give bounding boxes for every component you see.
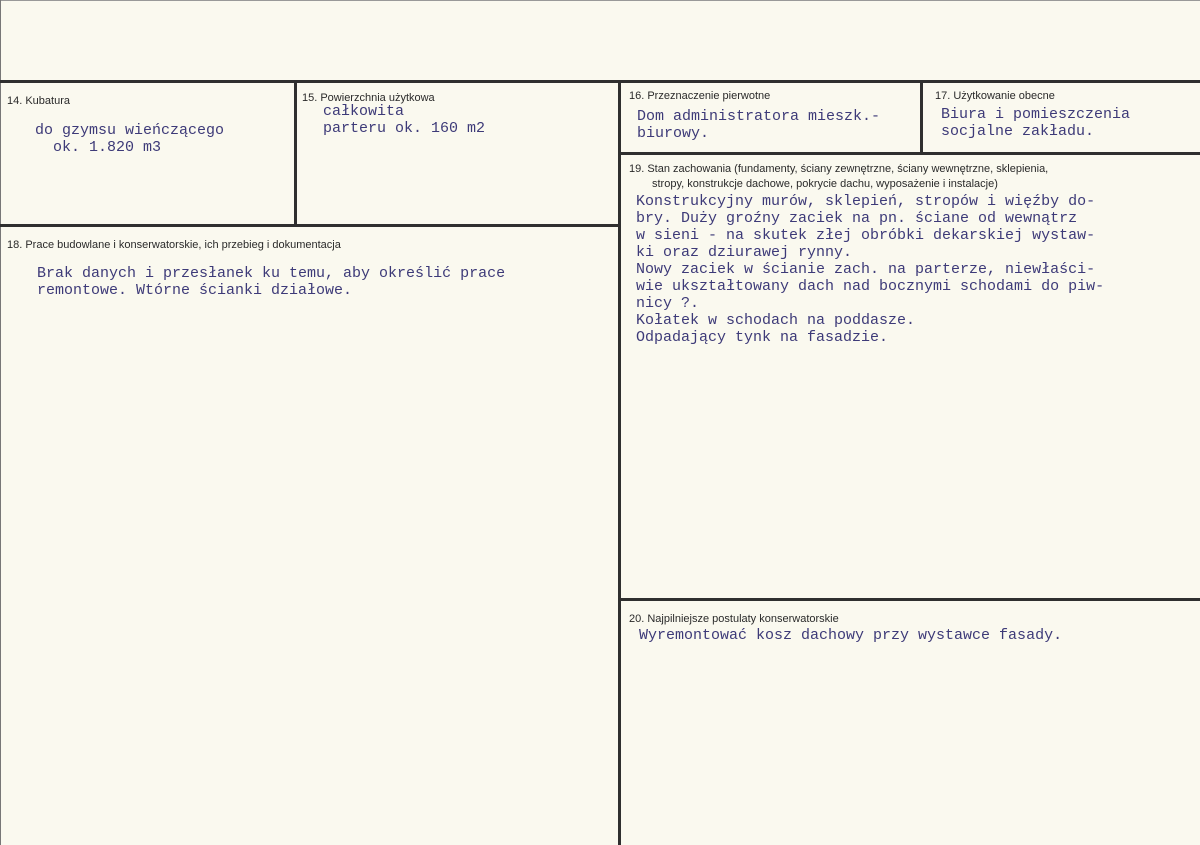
field-18-line-2: remontowe. Wtórne ścianki działowe. bbox=[37, 282, 353, 299]
field-15-value bbox=[323, 103, 485, 137]
field-19-line-6: wie ukształtowany dach nad bocznymi schodami do piw- bbox=[636, 278, 1105, 295]
rule-v-left-right bbox=[618, 80, 621, 845]
field-16-value bbox=[637, 108, 880, 142]
field-19-value bbox=[636, 193, 1104, 346]
rule-h-16-19 bbox=[618, 152, 1200, 155]
rule-h-14-18 bbox=[0, 224, 620, 227]
field-15-line-1: całkowita bbox=[323, 103, 405, 120]
field-20-line-1: Wyremontować kosz dachowy przy wystawce fasady. bbox=[639, 627, 1063, 644]
card-top-edge bbox=[0, 0, 1200, 1]
field-16-line-2: biurowy. bbox=[637, 125, 710, 142]
field-17-label: 17. Użytkowanie obecne bbox=[935, 90, 1055, 102]
field-15-label: 15. Powierzchnia użytkowa bbox=[302, 92, 435, 104]
field-19-line-3: w sieni - na skutek złej obróbki dekarskiej wystaw- bbox=[636, 227, 1096, 244]
rule-v-14-15 bbox=[294, 80, 297, 226]
field-17-line-2: socjalne zakładu. bbox=[941, 123, 1095, 140]
field-19-line-2: bry. Duży groźny zaciek na pn. ściane od wewnątrz bbox=[636, 210, 1078, 227]
field-19-line-8: Kołatek w schodach na poddasze. bbox=[636, 312, 916, 329]
field-19-line-1: Konstrukcyjny murów, sklepień, stropów i więźby do- bbox=[636, 193, 1096, 210]
field-18-label: 18. Prace budowlane i konserwatorskie, ich przebieg i dokumentacja bbox=[7, 239, 341, 251]
rule-h-19-20 bbox=[618, 598, 1200, 601]
field-16-line-1: Dom administratora mieszk.- bbox=[637, 108, 881, 125]
field-20-label: 20. Najpilniejsze postulaty konserwatorskie bbox=[629, 613, 839, 625]
field-16-label: 16. Przeznaczenie pierwotne bbox=[629, 90, 771, 102]
field-19-line-4: ki oraz dziurawej rynny. bbox=[636, 244, 853, 261]
field-15-line-2: parteru ok. 160 m2 bbox=[323, 120, 486, 137]
field-17-value bbox=[941, 106, 1130, 140]
field-14-value bbox=[35, 122, 224, 156]
field-17-line-1: Biura i pomieszczenia bbox=[941, 106, 1131, 123]
field-14-line-1: do gzymsu wieńczącego bbox=[35, 122, 225, 139]
field-20-value bbox=[639, 627, 1062, 644]
rule-top bbox=[0, 80, 1200, 83]
field-18-line-1: Brak danych i przesłanek ku temu, aby określić prace bbox=[37, 265, 506, 282]
field-19-line-5: Nowy zaciek w ścianie zach. na parterze, niewłaści- bbox=[636, 261, 1096, 278]
field-19-label-line-2: stropy, konstrukcje dachowe, pokrycie dachu, wyposażenie i instalacje) bbox=[652, 178, 998, 190]
field-19-line-9: Odpadający tynk na fasadzie. bbox=[636, 329, 889, 346]
card-left-edge bbox=[0, 0, 1, 845]
rule-v-16-17 bbox=[920, 80, 923, 153]
field-19-line-7: nicy ?. bbox=[636, 295, 700, 312]
field-19-label-line-1: 19. Stan zachowania (fundamenty, ściany zewnętrzne, ściany wewnętrzne, sklepienia, bbox=[629, 163, 1049, 175]
field-18-value bbox=[37, 265, 505, 299]
field-14-line-2: ok. 1.820 m3 bbox=[35, 139, 162, 156]
field-14-label: 14. Kubatura bbox=[7, 95, 70, 107]
